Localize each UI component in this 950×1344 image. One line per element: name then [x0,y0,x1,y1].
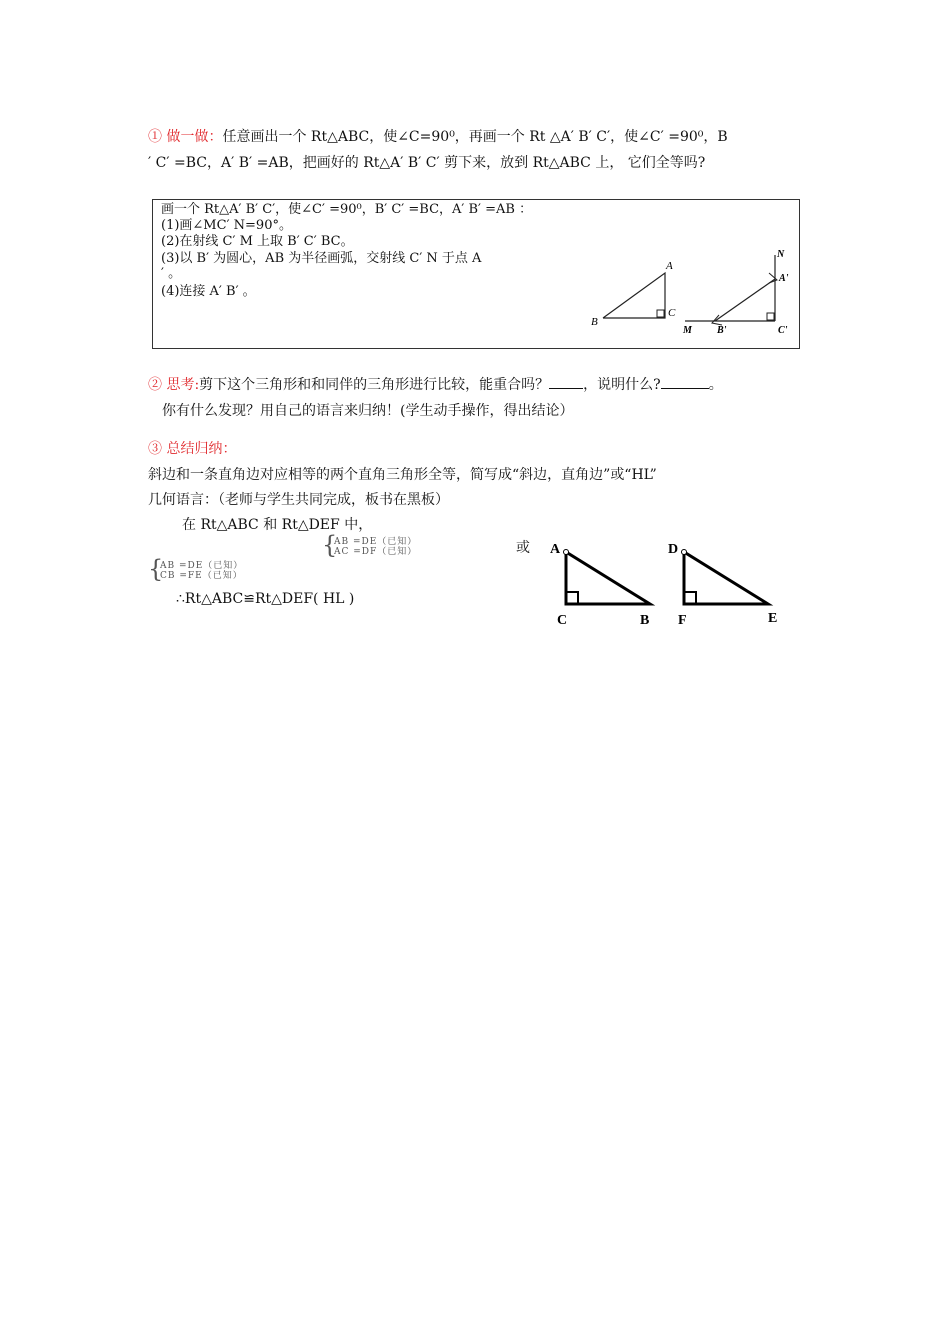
section1-line1 [148,124,728,150]
fig1-label-c: C [668,307,676,319]
sys1-line-b: AC =DF（已知） [334,547,418,557]
tri2-label-d: D [668,542,679,557]
section2-line2: 你有什么发现？用自己的语言来归纳！(学生动手操作，得出结论） [162,403,574,419]
construction-step-1: (1)画∠MC′ N=90°。 [161,218,292,233]
fig2-label-b: B' [717,325,727,336]
section2-line1 [148,372,723,398]
section2-text-a: 剪下这个三角形和和同伴的三角形进行比较，能重合吗？ [199,377,550,393]
tri1-label-b: B [640,613,650,628]
construction-step-3-cont: ′ 。 [161,266,182,281]
section2-text-b: ，说明什么? [583,377,661,393]
section2-label: ② 思考: [148,377,200,393]
figure-triangle-def [664,536,784,632]
fig2-label-m: M [683,325,692,336]
tri2-label-e: E [768,611,778,626]
fig2-label-a: A' [779,273,789,284]
fig2-label-n: N [777,249,785,260]
answer-blank-1[interactable] [549,374,583,389]
conclusion: ∴Rt△ABC≌Rt△DEF( HL ) [176,591,355,607]
section1-line2: ′ C′ =BC，A′ B′ =AB，把画好的 Rt△A′ B′ C′ 剪下来，放到 Rt△ABC 上， 它们全等吗? [148,155,706,171]
brace-1: { [322,531,338,559]
sys1-line-a: AB =DE（已知） [334,537,418,547]
answer-blank-2[interactable] [661,374,709,389]
section3-line1: 斜边和一条直角边对应相等的两个直角三角形全等，简写成“斜边，直角边”或“HL” [148,467,657,483]
tri1-label-a: A [550,542,561,557]
construction-step-2: (2)在射线 C′ M 上取 B′ C′ BC。 [161,234,354,249]
construction-title: 画一个 Rt△A′ B′ C′，使∠C′ =90⁰，B′ C′ =BC，A′ B′ =AB ： [161,202,533,217]
section1-label: ① 做一做： [148,129,223,145]
brace-2: { [148,555,164,583]
construction-step-3: (3)以 B′ 为圆心，AB 为半径画弧，交射线 C′ N 于点 A [161,251,482,266]
section1-text1: 任意画出一个 Rt△ABC，使∠C=90⁰，再画一个 Rt △A′ B′ C′，使∠C′ =90⁰，B [222,129,728,145]
sys2-line-b: CB =FE（已知） [160,571,243,581]
figure-construction [679,245,797,345]
figure-triangle-abc-right [546,536,658,632]
section3-line3: 在 Rt△ABC 和 Rt△DEF 中， [182,517,373,533]
tri1-label-c: C [557,613,568,628]
figure-triangle-abc [589,255,679,340]
construction-step-4: (4)连接 A′ B′ 。 [161,284,256,299]
fig1-label-a: A [666,260,673,272]
sys2-line-a: AB =DE（已知） [160,561,244,571]
fig2-label-c: C' [778,325,788,336]
section3-line2: 几何语言：（老师与学生共同完成，板书在黑板） [148,492,449,508]
or-text: 或 [516,540,530,556]
equation-system-1 [322,531,542,561]
section2-text-c: 。 [708,377,723,393]
tri2-label-f: F [678,613,687,628]
fig1-label-b: B [591,316,598,328]
section3-label: ③ 总结归纳： [148,441,237,457]
construction-box [152,199,800,349]
equation-system-2 [148,555,348,585]
